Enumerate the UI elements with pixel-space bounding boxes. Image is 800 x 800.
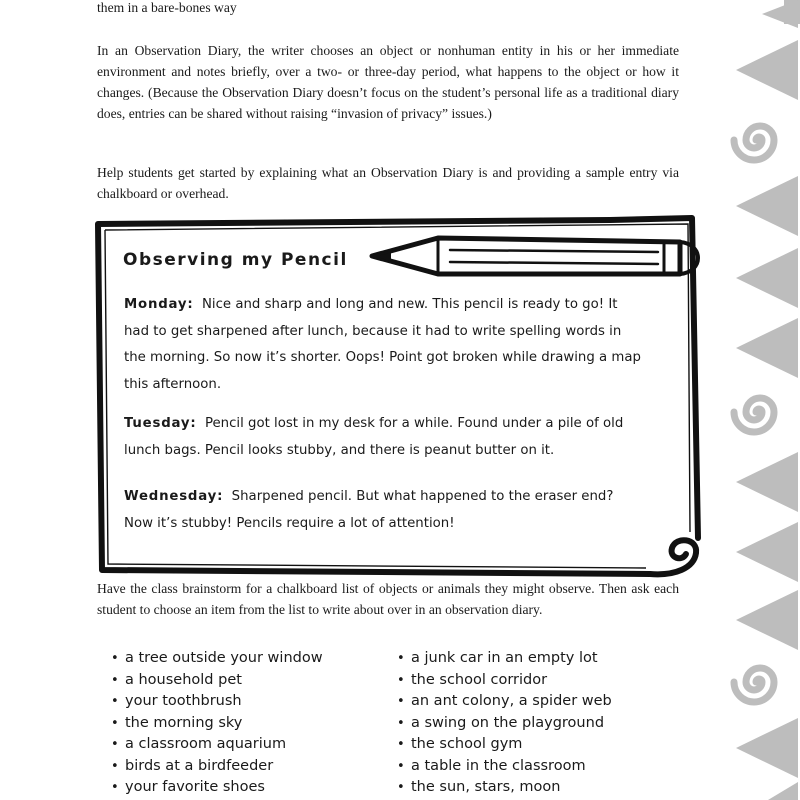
list-item: • a table in the classroom bbox=[397, 756, 612, 778]
entry-text: Pencil got lost in my desk for a while. Found under a pile of old lunch bags. Pencil looks stubby, and there is peanut butter on it. bbox=[124, 416, 624, 458]
bullet-icon: • bbox=[111, 715, 119, 731]
bullet-icon: • bbox=[111, 672, 119, 688]
triangle-icon bbox=[736, 40, 798, 100]
triangle-icon bbox=[736, 590, 798, 650]
list-item: • the morning sky bbox=[111, 713, 323, 735]
bullet-icon: • bbox=[397, 672, 405, 688]
list-item: • an ant colony, a spider web bbox=[397, 691, 612, 713]
spiral-icon bbox=[734, 668, 774, 702]
bullet-icon: • bbox=[397, 780, 405, 795]
observation-ideas-list-right bbox=[397, 648, 612, 799]
entry-day-label: Wednesday: bbox=[124, 489, 224, 504]
list-item: • a tree outside your window bbox=[111, 648, 323, 670]
list-item: • the school gym bbox=[397, 734, 612, 756]
list-item: • a swing on the playground bbox=[397, 713, 612, 735]
diary-entry-wednesday bbox=[124, 484, 642, 537]
observation-ideas-list-left bbox=[111, 648, 323, 799]
spiral-icon bbox=[734, 398, 774, 432]
list-item: • a classroom aquarium bbox=[111, 734, 323, 756]
bullet-icon: • bbox=[111, 651, 119, 666]
brainstorm-paragraph: Have the class brainstorm for a chalkboard list of objects or animals they might observe. Then ask each student to choose an item from the list to write about over in an observation diary. bbox=[97, 581, 679, 617]
list-item: • birds at a birdfeeder bbox=[111, 756, 323, 778]
list-item: • a junk car in an empty lot bbox=[397, 648, 612, 670]
entry-day-label: Tuesday: bbox=[124, 416, 197, 431]
bullet-icon: • bbox=[397, 737, 405, 752]
pencil-icon bbox=[368, 226, 708, 288]
list-item: • the sun, stars, moon bbox=[397, 777, 612, 799]
bullet-icon: • bbox=[397, 651, 405, 666]
bullet-icon: • bbox=[397, 715, 405, 731]
entry-text: Sharpened pencil. But what happened to the eraser end? Now it’s stubby! Pencils require a lot of attention! bbox=[124, 489, 614, 531]
triangle-icon bbox=[768, 782, 798, 800]
spiral-icon bbox=[734, 126, 774, 160]
bullet-icon: • bbox=[111, 694, 119, 709]
entry-text: Nice and sharp and long and new. This pencil is ready to go! It had to get sharpened after lunch, because it had to write spelling words in the morning. So now it’s shorter. Oops! Point got broken while drawing a map this afternoon. bbox=[124, 297, 641, 392]
diary-entry-tuesday bbox=[124, 411, 642, 464]
intro-line: them in a bare-bones way bbox=[97, 0, 237, 15]
diary-entry-monday bbox=[124, 292, 642, 398]
triangle-icon bbox=[736, 718, 798, 778]
triangle-icon bbox=[736, 176, 798, 236]
bullet-icon: • bbox=[111, 737, 119, 752]
triangle-icon bbox=[736, 248, 798, 308]
bullet-icon: • bbox=[397, 694, 405, 709]
bullet-icon: • bbox=[111, 780, 119, 795]
triangle-icon bbox=[736, 522, 798, 582]
list-item: • the school corridor bbox=[397, 670, 612, 692]
list-item: • your favorite shoes bbox=[111, 777, 323, 799]
sample-entry-title: Observing my Pencil bbox=[123, 250, 348, 270]
triangle-icon bbox=[736, 452, 798, 512]
instructions-paragraph: Help students get started by explaining what an Observation Diary is and providing a sample entry via chalkboard or overhead. bbox=[97, 165, 679, 201]
triangle-icon bbox=[736, 318, 798, 378]
bullet-icon: • bbox=[397, 758, 405, 774]
decorative-border bbox=[712, 0, 800, 800]
triangle-icon bbox=[762, 0, 798, 28]
entry-day-label: Monday: bbox=[124, 297, 194, 312]
bullet-icon: • bbox=[111, 758, 119, 774]
intro-paragraph: In an Observation Diary, the writer chooses an object or nonhuman entity in his or her immediate environment and notes briefly, over a two- or three-day period, what happens to the object or how it changes. (Because the Observation Diary doesn’t focus on the student’s personal life as a traditional diary does, entries can be shared without raising “invasion of privacy” issues.) bbox=[97, 43, 679, 121]
list-item: • a household pet bbox=[111, 670, 323, 692]
list-item: • your toothbrush bbox=[111, 691, 323, 713]
